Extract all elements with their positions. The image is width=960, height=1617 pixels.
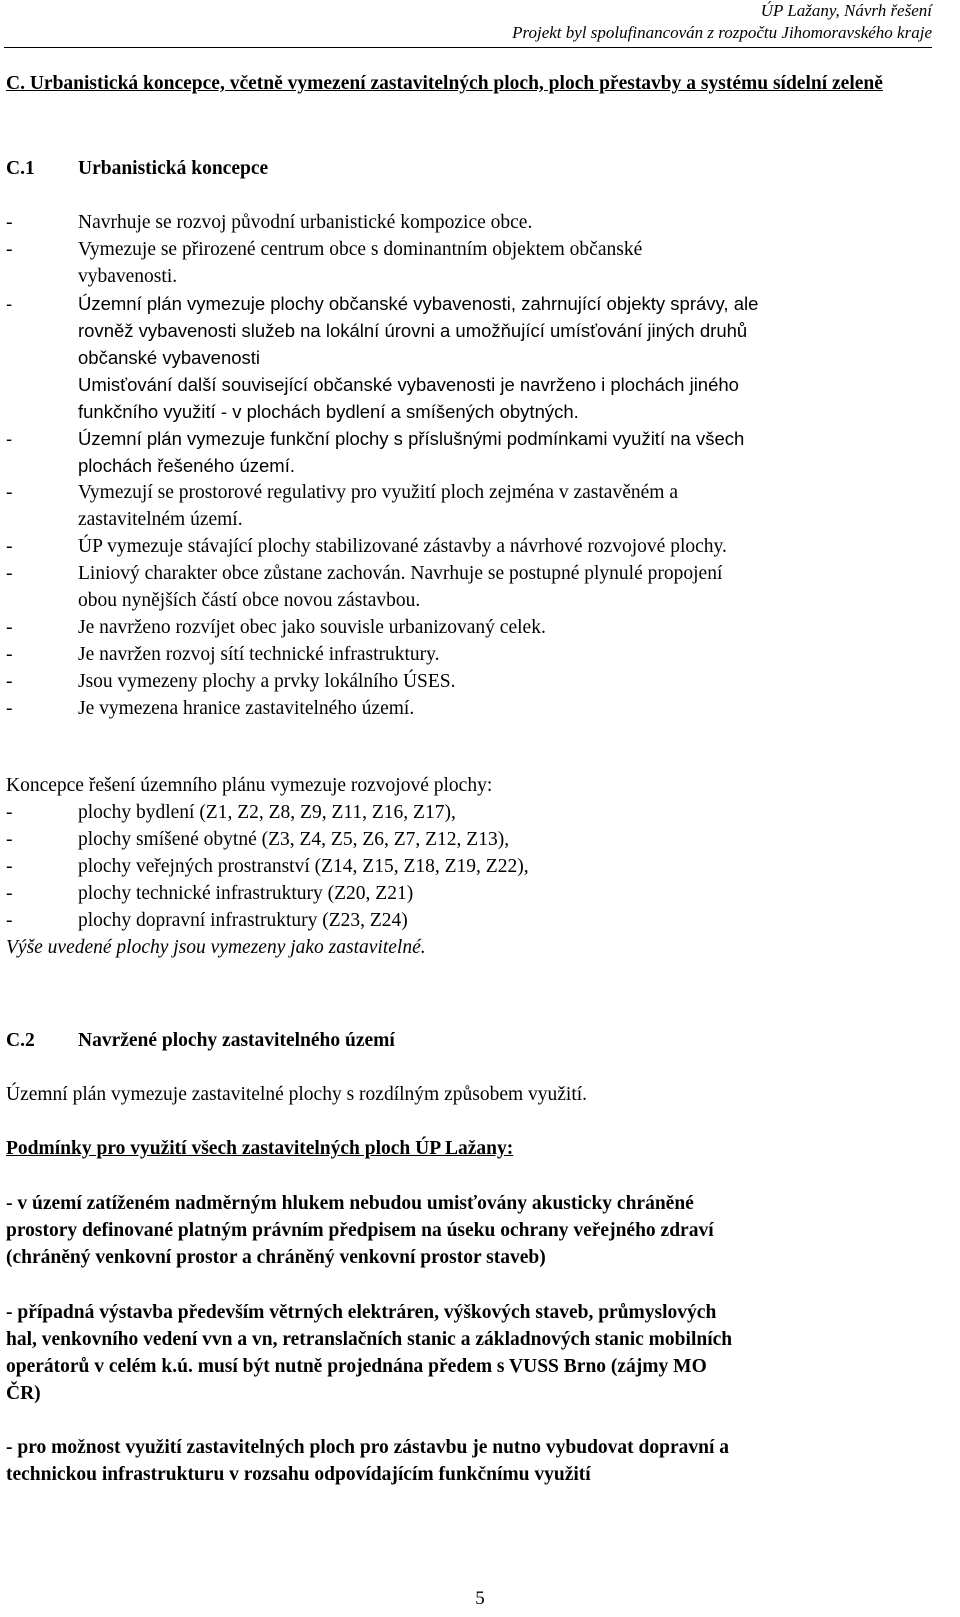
urban-concept-list xyxy=(6,209,934,722)
page-number: 5 xyxy=(475,1588,485,1609)
list-item-continuation: plochách řešeného území. xyxy=(78,455,295,476)
list-item-continuation: Umisťování další související občanské vybavenosti je navrženo i plochách jiného xyxy=(78,374,739,395)
list-item: - Územní plán vymezuje funkční plochy s příslušnými podmínkami využití na všech xyxy=(6,428,745,449)
list-item: - Územní plán vymezuje plochy občanské vybavenosti, zahrnující objekty správy, ale xyxy=(6,293,759,314)
list-item: - Je navrženo rozvíjet obec jako souvisle urbanizovaný celek. xyxy=(6,617,546,638)
header-divider xyxy=(4,47,932,48)
condition-item: - případná výstavba především větrných elektráren, výškových staveb, průmyslových hal, venkovního vedení vvn a vn, retranslačních stanic a základnových stanic mobilních operátorů v celém k.ú. musí být nutně projednána předem s VUSS Brno (zájmy MO ČR) xyxy=(6,1302,733,1404)
section-c1-heading: C.1 Urbanistická koncepce xyxy=(6,158,269,179)
page-header xyxy=(512,0,932,44)
list-item: - ÚP vymezuje stávající plochy stabilizované zástavby a návrhové rozvojové plochy. xyxy=(6,536,727,557)
list-item-continuation: zastavitelném území. xyxy=(78,509,243,530)
section-c2-heading: C.2 Navržené plochy zastavitelného území xyxy=(6,1030,395,1051)
list-item: - Je vymezena hranice zastavitelného území. xyxy=(6,698,415,719)
list-item-continuation: obou nynějších částí obce novou zástavbou. xyxy=(78,590,421,611)
list-item-continuation: rovněž vybavenosti služeb na lokální úrovni a umožňující umísťování jiných druhů xyxy=(78,320,748,341)
list-item: - Liniový charakter obce zůstane zachován. Navrhuje se postupné plynulé propojení xyxy=(6,563,723,584)
list-item-continuation: občanské vybavenosti xyxy=(78,347,261,368)
list-item: - plochy veřejných prostranství (Z14, Z15, Z18, Z19, Z22), xyxy=(6,856,529,877)
conditions-heading: Podmínky pro využití všech zastavitelných ploch ÚP Lažany: xyxy=(6,1138,514,1159)
header-funding-note: Projekt byl spolufinancován z rozpočtu Jihomoravského kraje xyxy=(512,23,932,42)
list-item: - Vymezuje se přirozené centrum obce s dominantním objektem občanské xyxy=(6,239,643,260)
development-areas-block xyxy=(6,772,934,961)
section-c2-text: Územní plán vymezuje zastavitelné plochy s rozdílným způsobem využití. xyxy=(6,1084,588,1105)
list-item: - Jsou vymezeny plochy a prvky lokálního ÚSES. xyxy=(6,671,456,692)
list-item: - Vymezují se prostorové regulativy pro využití ploch zejména v zastavěném a xyxy=(6,482,678,503)
list-item: - Navrhuje se rozvoj původní urbanistické kompozice obce. xyxy=(6,212,533,233)
section-c-heading: C. Urbanistická koncepce, včetně vymezení zastavitelných ploch, ploch přestavby a systému sídelní zeleně xyxy=(6,73,883,94)
list-item-continuation: vybavenosti. xyxy=(78,266,178,287)
list-item: - plochy smíšené obytné (Z3, Z4, Z5, Z6, Z7, Z12, Z13), xyxy=(6,829,510,850)
development-areas-intro: Koncepce řešení územního plánu vymezuje rozvojové plochy: xyxy=(6,775,493,796)
list-item: - plochy technické infrastruktury (Z20, Z21) xyxy=(6,883,414,904)
development-areas-note: Výše uvedené plochy jsou vymezeny jako zastavitelné. xyxy=(6,937,426,958)
condition-item: - pro možnost využití zastavitelných ploch pro zástavbu je nutno vybudovat dopravní a technickou infrastrukturu v rozsahu odpovídajícím funkčnímu využití xyxy=(6,1437,730,1485)
list-item-continuation: funkčního využití - v plochách bydlení a smíšených obytných. xyxy=(78,401,579,422)
list-item: - plochy bydlení (Z1, Z2, Z8, Z9, Z11, Z16, Z17), xyxy=(6,802,456,823)
condition-item: - v území zatíženém nadměrným hlukem nebudou umisťovány akusticky chráněné prostory definované platným právním předpisem na úseku ochrany veřejného zdraví (chráněný venkovní prostor a chráněný venkovní prostor staveb) xyxy=(6,1193,714,1268)
list-item: - Je navržen rozvoj sítí technické infrastruktury. xyxy=(6,644,440,665)
list-item: - plochy dopravní infrastruktury (Z23, Z24) xyxy=(6,910,408,931)
header-project-name: ÚP Lažany, Návrh řešení xyxy=(760,1,932,20)
